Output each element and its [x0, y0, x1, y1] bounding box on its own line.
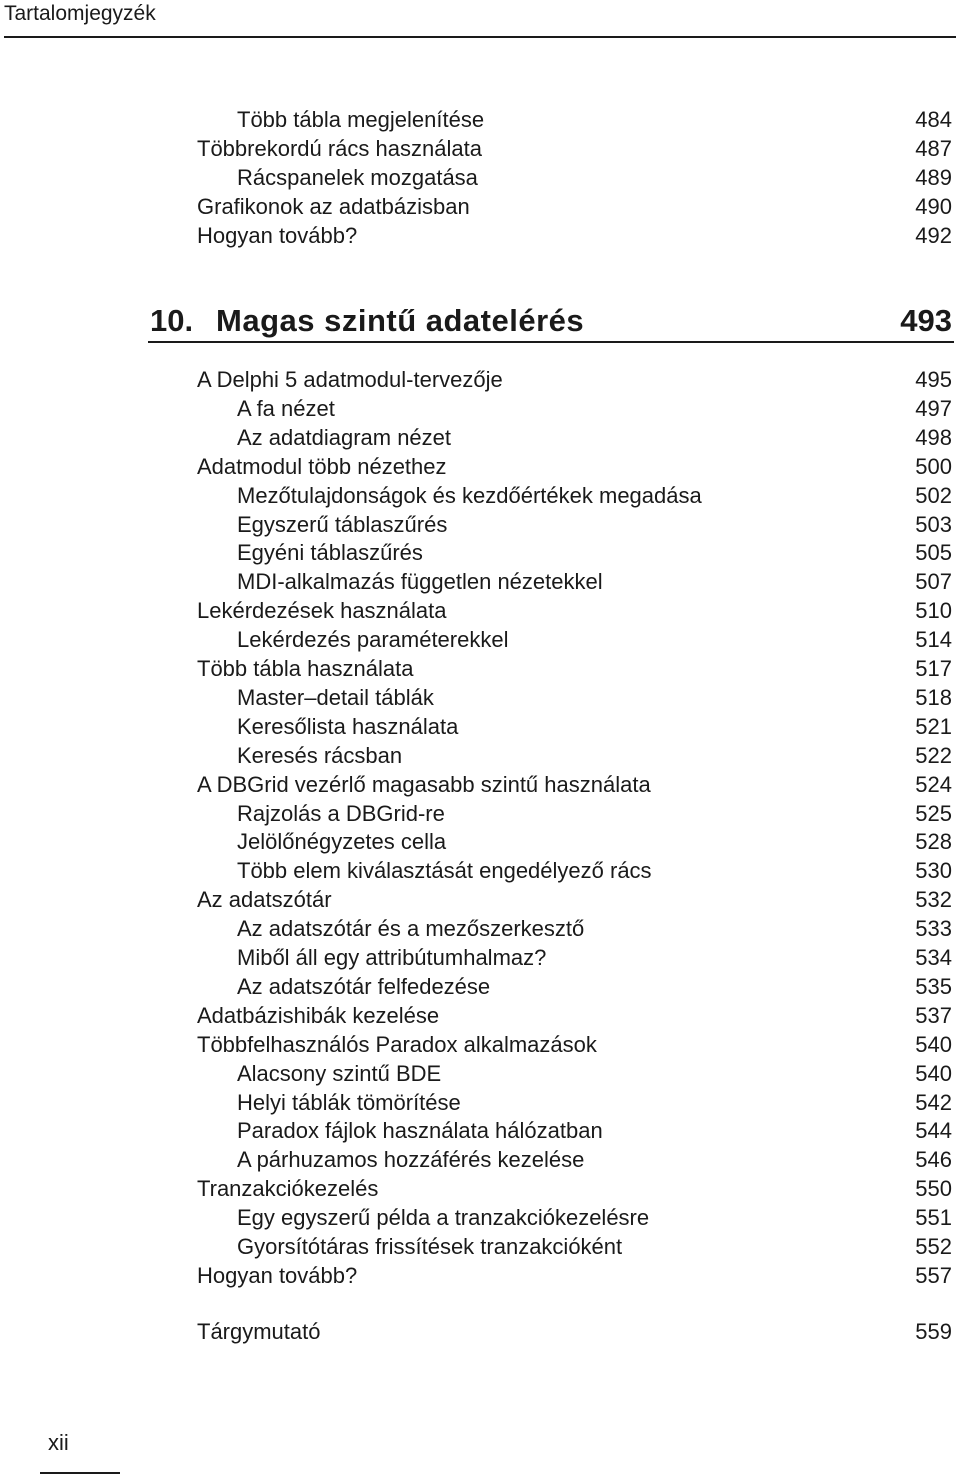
- chapter-number: 10.: [150, 303, 194, 338]
- toc-entry: [0, 914, 960, 943]
- toc-entry-label: Több tábla használata: [197, 656, 414, 681]
- toc-entry-page: 517: [915, 656, 952, 681]
- toc-entry-label: Miből áll egy attribútumhalmaz?: [237, 945, 547, 970]
- toc-entry-label: Többrekordú rács használata: [197, 136, 482, 161]
- toc-entry-page: 490: [915, 194, 952, 219]
- toc-entry: [0, 972, 960, 1001]
- toc-entry: [0, 712, 960, 741]
- toc-entry: [0, 567, 960, 596]
- toc-entry: [0, 1001, 960, 1030]
- index-entry-page: 559: [915, 1319, 952, 1344]
- toc-entry-page: 546: [915, 1147, 952, 1173]
- toc-entry-label: Rajzolás a DBGrid-re: [237, 800, 445, 826]
- toc-entry: [0, 596, 960, 625]
- toc-entry-page: 534: [915, 945, 952, 970]
- toc-entry-page: 514: [915, 627, 952, 653]
- toc-entry-label: Keresőlista használata: [237, 713, 459, 739]
- toc-entry-page: 502: [915, 482, 952, 508]
- toc-entry-label: Lekérdezés paraméterekkel: [237, 627, 509, 653]
- toc-entry: [0, 221, 960, 250]
- toc-entry-page: 518: [915, 684, 952, 710]
- toc-entry-page: 535: [915, 973, 952, 999]
- toc-entry-label: Egy egyszerű példa a tranzakciókezelésre: [237, 1205, 650, 1231]
- toc-entry-page: 510: [915, 598, 952, 624]
- toc-entry: [0, 163, 960, 192]
- toc-entry: [0, 1174, 960, 1203]
- toc-entry-label: A párhuzamos hozzáférés kezelése: [237, 1147, 585, 1173]
- toc-entry-page: 544: [915, 1118, 952, 1144]
- toc-entry-label: Lekérdezések használata: [197, 598, 447, 624]
- toc-entry-label: Keresés rácsban: [237, 742, 403, 768]
- toc-entry: [0, 943, 960, 972]
- toc-entry-page: 532: [915, 887, 952, 913]
- toc-entry: [0, 481, 960, 510]
- toc-entry: [0, 770, 960, 799]
- toc-entry-label: Alacsony szintű BDE: [237, 1060, 442, 1086]
- toc-entry-label: Az adatszótár: [197, 887, 332, 913]
- toc-entry-label: Hogyan tovább?: [197, 1262, 358, 1288]
- toc-entry-page: 495: [915, 367, 952, 392]
- toc-entry-label: MDI-alkalmazás független nézetekkel: [237, 569, 603, 595]
- toc-entry-page: 533: [915, 916, 952, 942]
- toc-entry: [0, 510, 960, 539]
- toc-entry: [0, 856, 960, 885]
- toc-entry-page: 542: [915, 1089, 952, 1115]
- chapter-page: 493: [900, 303, 952, 338]
- toc-entry-page: 540: [915, 1060, 952, 1086]
- chapter-title: Magas szintű adatelérés: [216, 303, 585, 338]
- toc-entry-page: 537: [915, 1002, 952, 1028]
- toc-entry: [0, 538, 960, 567]
- toc-entry-page: 550: [915, 1176, 952, 1202]
- toc-entry-page: 521: [915, 713, 952, 739]
- toc-entry-label: Az adatszótár és a mezőszerkesztő: [237, 916, 585, 942]
- toc-entry: [0, 683, 960, 712]
- running-head: Tartalomjegyzék: [4, 2, 156, 25]
- toc-entry-page: 500: [915, 453, 952, 479]
- toc-entry: [0, 1203, 960, 1232]
- toc-entry-label: Gyorsítótáras frissítések tranzakcióként: [237, 1234, 623, 1259]
- toc-entry-page: 528: [915, 829, 952, 855]
- toc-entry: [0, 394, 960, 423]
- toc-entry: [0, 1116, 960, 1145]
- toc-entry-label: Egyéni táblaszűrés: [237, 540, 423, 566]
- toc-entry-label: Egyszerű táblaszűrés: [237, 511, 448, 537]
- toc-entry-page: 503: [915, 511, 952, 537]
- toc-entry: [0, 1261, 960, 1290]
- toc-entry-page: 507: [915, 569, 952, 595]
- toc-entry: [0, 885, 960, 914]
- toc-entry-label: Adatmodul több nézethez: [197, 453, 447, 479]
- toc-entry-page: 522: [915, 742, 952, 768]
- toc-entry-label: A fa nézet: [237, 395, 335, 421]
- toc-entry-label: Többfelhasználós Paradox alkalmazások: [197, 1031, 597, 1057]
- toc-entry: [0, 1059, 960, 1088]
- toc-entry: [0, 827, 960, 856]
- toc-entry: [0, 134, 960, 163]
- toc-entry-page: 487: [915, 136, 952, 161]
- toc-entry: [0, 1232, 960, 1261]
- toc-entry: [0, 654, 960, 683]
- toc-entry-label: A Delphi 5 adatmodul-tervezője: [197, 367, 503, 392]
- toc-entry-label: Mezőtulajdonságok és kezdőértékek megadása: [237, 482, 702, 508]
- toc-entry: [0, 105, 960, 134]
- toc-entry: [0, 423, 960, 452]
- header-rule: [4, 36, 956, 38]
- toc-entry-label: Tranzakciókezelés: [197, 1176, 379, 1202]
- toc-entry-label: Az adatdiagram nézet: [237, 424, 452, 450]
- toc-entry: [0, 1030, 960, 1059]
- toc-entry-page: 530: [915, 858, 952, 884]
- toc-entry-page: 551: [915, 1205, 952, 1231]
- toc-entry: [0, 452, 960, 481]
- toc-entry-page: 540: [915, 1031, 952, 1057]
- toc-entry-label: Helyi táblák tömörítése: [237, 1089, 461, 1115]
- toc-entry: [0, 799, 960, 828]
- toc-entry: [0, 625, 960, 654]
- toc-entry-page: 505: [915, 540, 952, 566]
- page-folio: xii: [48, 1430, 69, 1455]
- toc-entry-label: Több tábla megjelenítése: [237, 107, 485, 132]
- footer-rule: [40, 1472, 120, 1474]
- toc-entry-label: A DBGrid vezérlő magasabb szintű használata: [197, 771, 651, 797]
- toc-entry-label: Hogyan tovább?: [197, 223, 358, 248]
- toc-entry-page: 557: [915, 1262, 952, 1288]
- toc-entry-page: 492: [915, 223, 952, 248]
- toc-entry: [0, 1088, 960, 1117]
- toc-entry-page: 498: [915, 424, 952, 450]
- toc-entry-page: 552: [915, 1234, 952, 1259]
- chapter-heading: [148, 301, 954, 343]
- toc-entry-page: 497: [915, 395, 952, 421]
- toc-entry: [0, 741, 960, 770]
- toc-entry: [0, 1145, 960, 1174]
- toc-entry: [0, 192, 960, 221]
- toc-entry-label: Több elem kiválasztását engedélyező rács: [237, 858, 652, 884]
- index-entry-label: Tárgymutató: [197, 1319, 321, 1344]
- toc-entry: [0, 365, 960, 394]
- toc-entry-page: 525: [915, 800, 952, 826]
- toc-entry-page: 489: [915, 165, 952, 190]
- toc-entry-page: 524: [915, 771, 952, 797]
- toc-entry-label: Az adatszótár felfedezése: [237, 973, 491, 999]
- index-entry: [0, 1317, 960, 1346]
- toc-entry-label: Grafikonok az adatbázisban: [197, 194, 470, 219]
- toc-entry-label: Rácspanelek mozgatása: [237, 165, 478, 190]
- toc-entry-label: Jelölőnégyzetes cella: [237, 829, 447, 855]
- toc-entry-label: Master–detail táblák: [237, 684, 434, 710]
- toc-entry-label: Adatbázishibák kezelése: [197, 1002, 440, 1028]
- toc-entry-page: 484: [915, 107, 952, 132]
- toc-entry-label: Paradox fájlok használata hálózatban: [237, 1118, 603, 1144]
